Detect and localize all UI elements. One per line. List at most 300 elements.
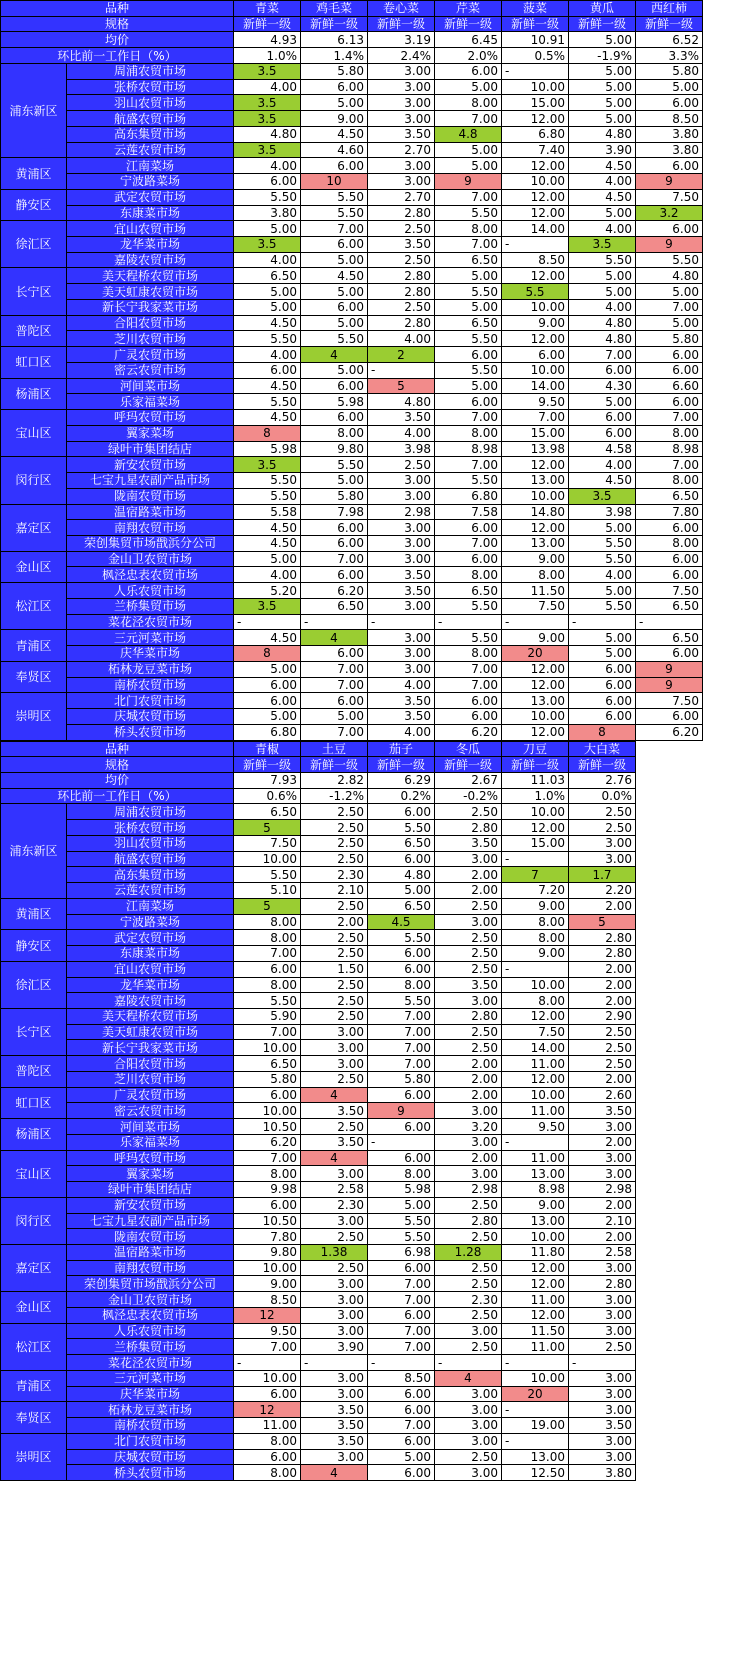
price-cell: 3.00 — [435, 993, 502, 1009]
price-cell: 8.00 — [368, 1166, 435, 1182]
change-percent-row-cell: 0.5% — [502, 48, 569, 64]
row-label: 均价 — [1, 32, 234, 48]
price-cell: 4.80 — [368, 394, 435, 410]
price-cell: 7.00 — [368, 1339, 435, 1355]
average-price-row — [1, 772, 636, 788]
price-cell: 5.00 — [234, 709, 301, 725]
price-cell: 4.00 — [234, 252, 301, 268]
price-cell: 3.00 — [301, 1307, 368, 1323]
price-cell: 6.50 — [636, 488, 703, 504]
price-cell: - — [435, 614, 502, 630]
price-cell: 3.50 — [569, 1418, 636, 1434]
change-percent-row-cell: 2.4% — [368, 48, 435, 64]
market-name: 呼玛农贸市场 — [67, 1150, 234, 1166]
price-cell: 8.50 — [502, 252, 569, 268]
price-cell: 3.00 — [569, 1370, 636, 1386]
market-row — [1, 221, 703, 237]
market-row — [1, 551, 703, 567]
market-row — [1, 583, 703, 599]
district-label: 浦东新区 — [1, 804, 67, 898]
market-name: 人乐农贸市场 — [67, 1323, 234, 1339]
market-name: 美天程桥农贸市场 — [67, 268, 234, 284]
market-name: 宁波路菜场 — [67, 914, 234, 930]
price-cell: 8.00 — [234, 1166, 301, 1182]
spec-header-row-cell: 新鲜一级 — [234, 16, 301, 32]
market-name: 枫泾忠表农贸市场 — [67, 567, 234, 583]
district-label: 嘉定区 — [1, 1245, 67, 1292]
price-cell: 4.50 — [234, 630, 301, 646]
price-cell: 3.00 — [435, 1418, 502, 1434]
price-cell: 3.00 — [301, 1292, 368, 1308]
market-row — [1, 614, 703, 630]
district-label: 虹口区 — [1, 347, 67, 378]
average-price-row-cell: 11.03 — [502, 772, 569, 788]
district-label: 长宁区 — [1, 268, 67, 315]
market-name: 荣创集贸市场戬浜分公司 — [67, 1276, 234, 1292]
price-cell: 4.50 — [569, 158, 636, 174]
price-cell: 12.00 — [502, 820, 569, 836]
price-cell: 6.00 — [368, 1386, 435, 1402]
price-cell: 2.60 — [569, 1087, 636, 1103]
price-cell: 1.7 — [569, 867, 636, 883]
price-cell: 4.50 — [569, 189, 636, 205]
price-cell: 14.00 — [502, 221, 569, 237]
market-name: 庆华菜市场 — [67, 1386, 234, 1402]
average-price-row-cell: 2.82 — [301, 772, 368, 788]
price-cell: 7.98 — [301, 504, 368, 520]
price-cell: 2.00 — [569, 1071, 636, 1087]
market-row — [1, 284, 703, 300]
price-cell: 6.50 — [636, 598, 703, 614]
price-cell: 3.00 — [569, 1260, 636, 1276]
price-cell: 6.50 — [368, 835, 435, 851]
district-label: 徐汇区 — [1, 961, 67, 1008]
price-cell: 8 — [569, 724, 636, 740]
price-cell: 7.50 — [502, 1024, 569, 1040]
price-cell: 5.00 — [435, 158, 502, 174]
district-label: 普陀区 — [1, 315, 67, 346]
price-cell: 3.00 — [368, 158, 435, 174]
price-cell: 2.50 — [301, 993, 368, 1009]
average-price-row-cell: 2.67 — [435, 772, 502, 788]
price-cell: 5.20 — [234, 583, 301, 599]
price-cell: 5.00 — [569, 284, 636, 300]
price-cell: 13.00 — [502, 535, 569, 551]
market-name: 广灵农贸市场 — [67, 1087, 234, 1103]
price-cell: 9 — [636, 677, 703, 693]
price-cell: 6.00 — [435, 394, 502, 410]
market-name: 菜花泾农贸市场 — [67, 614, 234, 630]
price-cell: 3.00 — [435, 1465, 502, 1481]
price-cell: 13.00 — [502, 693, 569, 709]
change-percent-row-cell: 0.6% — [234, 788, 301, 804]
price-cell: 2.00 — [569, 1229, 636, 1245]
price-cell: 6.00 — [368, 1087, 435, 1103]
price-cell: 3.5 — [234, 95, 301, 111]
price-cell: 3.98 — [368, 441, 435, 457]
price-cell: 1.38 — [301, 1245, 368, 1261]
price-cell: 3.00 — [301, 1056, 368, 1072]
price-cell: 3.50 — [301, 1103, 368, 1119]
market-row — [1, 1182, 636, 1198]
price-cell: 5.50 — [569, 551, 636, 567]
price-cell: 3.00 — [301, 1449, 368, 1465]
price-cell: 3.00 — [301, 1276, 368, 1292]
price-cell: 7.00 — [435, 457, 502, 473]
price-cell: 2.50 — [301, 1071, 368, 1087]
price-cell: 10.00 — [234, 1370, 301, 1386]
change-percent-row-cell: 2.0% — [435, 48, 502, 64]
price-cell: 9 — [435, 174, 502, 190]
price-cell: 3.00 — [569, 1323, 636, 1339]
price-cell: 12.00 — [502, 724, 569, 740]
market-name: 柘林龙豆菜市场 — [67, 661, 234, 677]
price-cell: - — [368, 362, 435, 378]
district-label: 静安区 — [1, 189, 67, 220]
price-cell: 2.58 — [569, 1245, 636, 1261]
price-cell: 6.00 — [301, 410, 368, 426]
price-cell: 7 — [502, 867, 569, 883]
price-cell: 10.00 — [502, 362, 569, 378]
price-cell: 9 — [636, 661, 703, 677]
price-cell: 8.00 — [234, 977, 301, 993]
market-row — [1, 410, 703, 426]
market-row — [1, 535, 703, 551]
spec-header-row-cell: 新鲜一级 — [636, 16, 703, 32]
market-row — [1, 1040, 636, 1056]
market-name: 荣创集贸市场戬浜分公司 — [67, 535, 234, 551]
price-cell: 5.50 — [435, 331, 502, 347]
market-name: 南翔农贸市场 — [67, 520, 234, 536]
district-label: 青浦区 — [1, 630, 67, 661]
price-cell: 7.00 — [502, 410, 569, 426]
price-cell: 7.00 — [368, 1024, 435, 1040]
price-cell: 6.00 — [636, 95, 703, 111]
price-cell: 5.50 — [435, 205, 502, 221]
price-cell: 2.50 — [301, 1229, 368, 1245]
market-row — [1, 598, 703, 614]
price-cell: 2.50 — [301, 835, 368, 851]
price-cell: 8.00 — [435, 425, 502, 441]
price-cell: 2.30 — [301, 1197, 368, 1213]
price-cell: 5.80 — [301, 63, 368, 79]
market-row — [1, 1307, 636, 1323]
price-cell: 12.00 — [502, 1276, 569, 1292]
price-cell: 5.00 — [569, 268, 636, 284]
price-cell: 3.00 — [368, 661, 435, 677]
price-cell: 5.00 — [234, 284, 301, 300]
price-cell: 9.00 — [301, 111, 368, 127]
price-cell: 4.5 — [368, 914, 435, 930]
price-cell: 3.00 — [301, 1213, 368, 1229]
market-row — [1, 1056, 636, 1072]
price-cell: 7.00 — [301, 661, 368, 677]
price-cell: 5.00 — [301, 315, 368, 331]
price-cell: 9.50 — [502, 1119, 569, 1135]
price-cell: 3.00 — [368, 488, 435, 504]
price-cell: 4.00 — [368, 677, 435, 693]
price-cell: 3.90 — [569, 142, 636, 158]
price-cell: 7.00 — [301, 724, 368, 740]
price-cell: 4.00 — [569, 567, 636, 583]
price-cell: 2.50 — [435, 804, 502, 820]
price-cell: 2.50 — [435, 1197, 502, 1213]
market-row — [1, 914, 636, 930]
market-row — [1, 693, 703, 709]
price-cell: 9.00 — [502, 898, 569, 914]
price-cell: 2.00 — [435, 883, 502, 899]
market-name: 高东集贸市场 — [67, 126, 234, 142]
price-cell: 10.00 — [502, 804, 569, 820]
price-cell: 2.50 — [301, 804, 368, 820]
price-cell: 6.00 — [301, 646, 368, 662]
price-cell: 2.00 — [435, 1071, 502, 1087]
price-cell: 5.00 — [636, 284, 703, 300]
price-cell: 6.00 — [569, 677, 636, 693]
price-cell: 6.00 — [435, 520, 502, 536]
market-name: 新长宁我家菜市场 — [67, 299, 234, 315]
price-cell: 10.00 — [234, 851, 301, 867]
price-cell: 2.50 — [301, 977, 368, 993]
price-cell: 5.00 — [301, 95, 368, 111]
price-cell: 6.00 — [435, 63, 502, 79]
market-row — [1, 930, 636, 946]
market-row — [1, 1009, 636, 1025]
price-cell: 2.00 — [569, 898, 636, 914]
price-cell: 20 — [502, 1386, 569, 1402]
market-name: 三元河菜市场 — [67, 1370, 234, 1386]
market-name: 武定农贸市场 — [67, 189, 234, 205]
variety-header-row-cell: 鸡毛菜 — [301, 1, 368, 17]
price-cell: 4.00 — [234, 347, 301, 363]
price-cell: 5.00 — [301, 709, 368, 725]
price-cell: 2.50 — [435, 1307, 502, 1323]
price-cell: 3.50 — [301, 1433, 368, 1449]
price-cell: 5.98 — [368, 1182, 435, 1198]
price-cell: 11.50 — [502, 1323, 569, 1339]
price-cell: 3.5 — [234, 111, 301, 127]
district-label: 浦东新区 — [1, 63, 67, 157]
market-name: 金山卫农贸市场 — [67, 1292, 234, 1308]
price-cell: 2.50 — [301, 946, 368, 962]
price-cell: 9.80 — [234, 1245, 301, 1261]
price-cell: 5.00 — [435, 299, 502, 315]
market-name: 航盛农贸市场 — [67, 111, 234, 127]
price-cell: 5.00 — [435, 378, 502, 394]
price-cell: 4.50 — [569, 473, 636, 489]
price-cell: 6.00 — [435, 347, 502, 363]
price-cell: 3.00 — [569, 1166, 636, 1182]
price-cell: 3.00 — [435, 1103, 502, 1119]
price-cell: 6.00 — [502, 347, 569, 363]
price-cell: 2.50 — [435, 1449, 502, 1465]
price-cell: 3.00 — [301, 1166, 368, 1182]
market-row — [1, 1418, 636, 1434]
price-cell: 3.00 — [368, 174, 435, 190]
market-name: 翼家菜场 — [67, 1166, 234, 1182]
variety-header-row-cell: 茄子 — [368, 741, 435, 757]
market-row — [1, 1292, 636, 1308]
price-cell: 10 — [301, 174, 368, 190]
price-cell: 6.00 — [569, 425, 636, 441]
price-cell: 6.00 — [234, 1449, 301, 1465]
price-cell: 7.00 — [301, 551, 368, 567]
price-cell: 3.00 — [301, 1040, 368, 1056]
district-label: 松江区 — [1, 1323, 67, 1370]
district-label: 黄浦区 — [1, 158, 67, 189]
price-cell: - — [234, 614, 301, 630]
change-percent-row — [1, 48, 703, 64]
price-cell: 3.00 — [368, 520, 435, 536]
price-cell: 15.00 — [502, 95, 569, 111]
price-cell: 9.80 — [301, 441, 368, 457]
price-cell: 4.80 — [636, 268, 703, 284]
price-cell: 13.00 — [502, 1166, 569, 1182]
price-cell: 6.80 — [234, 724, 301, 740]
price-cell: 2.50 — [569, 1040, 636, 1056]
variety-header-row-cell: 菠菜 — [502, 1, 569, 17]
price-cell: 4.50 — [301, 126, 368, 142]
change-percent-row-cell: 1.4% — [301, 48, 368, 64]
price-cell: 2.50 — [301, 1119, 368, 1135]
price-cell: 6.00 — [301, 237, 368, 253]
market-name: 龙华菜市场 — [67, 237, 234, 253]
price-cell: 2.50 — [569, 804, 636, 820]
price-cell: 7.00 — [435, 111, 502, 127]
district-label: 徐汇区 — [1, 221, 67, 268]
price-cell: 4.50 — [234, 315, 301, 331]
price-cell: 6.00 — [636, 221, 703, 237]
price-cell: 9.00 — [502, 630, 569, 646]
average-price-row-cell: 6.52 — [636, 32, 703, 48]
price-cell: 7.50 — [636, 693, 703, 709]
spec-header-row-cell: 新鲜一级 — [368, 757, 435, 773]
spec-header-row-cell: 新鲜一级 — [301, 757, 368, 773]
market-name: 温宿路菜市场 — [67, 1245, 234, 1261]
price-cell: 6.00 — [636, 394, 703, 410]
price-cell: 2.80 — [368, 205, 435, 221]
price-cell: 5.50 — [234, 189, 301, 205]
price-cell: 6.00 — [368, 961, 435, 977]
market-row — [1, 1386, 636, 1402]
price-cell: 6.00 — [636, 520, 703, 536]
market-row — [1, 1355, 636, 1371]
market-name: 合阳农贸市场 — [67, 1056, 234, 1072]
market-row — [1, 1260, 636, 1276]
price-cell: 4.60 — [301, 142, 368, 158]
market-name: 陇南农贸市场 — [67, 1229, 234, 1245]
price-cell: 7.00 — [435, 237, 502, 253]
price-cell: 5.58 — [234, 504, 301, 520]
price-cell: 5.00 — [569, 63, 636, 79]
market-name: 美天虹康农贸市场 — [67, 284, 234, 300]
market-name: 周浦农贸市场 — [67, 63, 234, 79]
price-cell: 2.80 — [368, 284, 435, 300]
price-cell: 2.50 — [301, 820, 368, 836]
price-cell: 4.00 — [368, 425, 435, 441]
price-cell: 3.80 — [569, 1465, 636, 1481]
price-cell: 3.98 — [569, 504, 636, 520]
price-cell: 6.00 — [368, 1119, 435, 1135]
market-name: 庆城农贸市场 — [67, 709, 234, 725]
price-cell: 2.98 — [569, 1182, 636, 1198]
price-cell: 7.00 — [301, 677, 368, 693]
price-cell: 5 — [368, 378, 435, 394]
market-name: 美天虹康农贸市场 — [67, 1024, 234, 1040]
price-cell: 6.00 — [234, 961, 301, 977]
spec-header-row-cell: 新鲜一级 — [435, 757, 502, 773]
price-cell: 7.00 — [435, 661, 502, 677]
price-cell: 12.00 — [502, 331, 569, 347]
price-cell: 2.50 — [435, 1260, 502, 1276]
price-cell: 4.00 — [569, 299, 636, 315]
price-cell: 7.00 — [368, 1276, 435, 1292]
price-cell: 7.50 — [636, 189, 703, 205]
price-cell: 5.00 — [234, 551, 301, 567]
district-label: 长宁区 — [1, 1009, 67, 1056]
price-cell: 6.00 — [301, 535, 368, 551]
row-label: 环比前一工作日（%） — [1, 788, 234, 804]
variety-header-row — [1, 1, 703, 17]
price-cell: 3.00 — [569, 1150, 636, 1166]
market-name: 人乐农贸市场 — [67, 583, 234, 599]
price-cell: 2.50 — [301, 898, 368, 914]
price-cell: 5 — [234, 820, 301, 836]
price-cell: 6.50 — [234, 1056, 301, 1072]
price-cell: 7.50 — [234, 835, 301, 851]
market-name: 新安农贸市场 — [67, 457, 234, 473]
price-cell: 9.00 — [502, 551, 569, 567]
market-row — [1, 95, 703, 111]
price-cell: 10.00 — [502, 709, 569, 725]
price-cell: 8.98 — [502, 1182, 569, 1198]
price-cell: 7.00 — [435, 189, 502, 205]
market-row — [1, 142, 703, 158]
price-cell: 5.50 — [435, 630, 502, 646]
price-cell: 6.00 — [435, 709, 502, 725]
market-name: 绿叶市集团结店 — [67, 1182, 234, 1198]
price-cell: 5.00 — [301, 284, 368, 300]
market-row — [1, 1402, 636, 1418]
price-cell: - — [502, 1355, 569, 1371]
market-name: 新安农贸市场 — [67, 1197, 234, 1213]
price-cell: 3.2 — [636, 205, 703, 221]
price-cell: 10.00 — [502, 1370, 569, 1386]
price-cell: 6.50 — [234, 268, 301, 284]
price-cell: 2.10 — [301, 883, 368, 899]
price-cell: 8.00 — [234, 1465, 301, 1481]
price-cell: 12.00 — [502, 189, 569, 205]
price-cell: 7.00 — [435, 677, 502, 693]
price-cell: 10.00 — [502, 488, 569, 504]
price-cell: 5.50 — [234, 488, 301, 504]
price-cell: 4.50 — [234, 535, 301, 551]
market-row — [1, 79, 703, 95]
price-cell: 5.10 — [234, 883, 301, 899]
price-cell: 7.00 — [234, 946, 301, 962]
price-cell: 5.00 — [569, 646, 636, 662]
market-name: 乐家福菜场 — [67, 394, 234, 410]
price-cell: 3.00 — [569, 1433, 636, 1449]
district-label: 宝山区 — [1, 1150, 67, 1197]
price-cell: 3.5 — [234, 63, 301, 79]
market-name: 张桥农贸市场 — [67, 79, 234, 95]
price-cell: 5.50 — [569, 535, 636, 551]
market-name: 呼玛农贸市场 — [67, 410, 234, 426]
price-cell: 10.00 — [502, 174, 569, 190]
price-cell: 4 — [301, 347, 368, 363]
market-name: 乐家福菜场 — [67, 1134, 234, 1150]
